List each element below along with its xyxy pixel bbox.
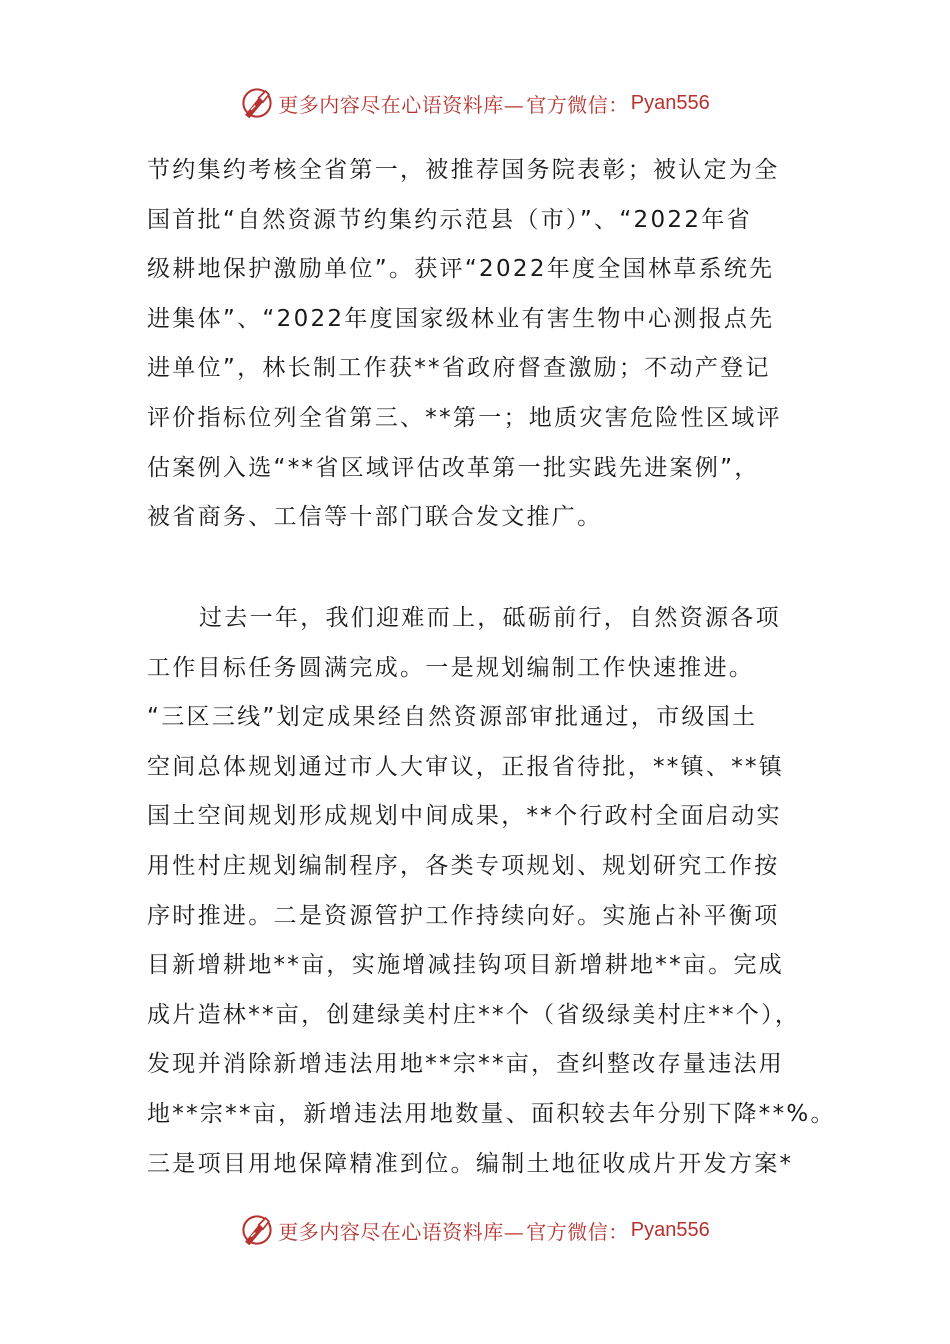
text-line: 过去一年，我们迎难而上，砥砺前行，自然资源各项	[199, 605, 781, 631]
text-line: 国土空间规划形成规划中间成果，**个行政村全面启动实	[147, 803, 782, 830]
banner-text: 更多内容尽在心语资料库—	[278, 92, 525, 117]
banner-wechat-id: Pyan556	[630, 91, 710, 114]
text-line: “三区三线”划定成果经自然资源部审批通过，市级国土	[147, 704, 758, 731]
text-line: 序时推进。二是资源管护工作持续向好。实施占补平衡项	[147, 902, 780, 929]
banner-wechat-id: Pyan556	[630, 1218, 710, 1241]
text-line: 进单位”，林长制工作获**省政府督查激励；不动产登记	[147, 355, 771, 382]
text-line: 发现并消除新增违法用地**宗**亩，查纠整改存量违法用	[147, 1051, 785, 1078]
text-line: 国首批“自然资源节约集约示范县（市）”、“2022年省	[147, 206, 752, 233]
footer-banner	[0, 1210, 950, 1250]
text-line: 空间总体规划通过市人大审议，正报省待批，**镇、**镇	[147, 753, 785, 780]
paragraph-continuation	[147, 146, 827, 543]
banner-official-label: 官方微信：	[526, 1219, 629, 1244]
text-line: 工作目标任务圆满完成。一是规划编制工作快速推进。	[147, 654, 755, 681]
text-line: 目新增耕地**亩，实施增减挂钩项目新增耕地**亩。完成	[147, 952, 785, 979]
text-line: 节约集约考核全省第一，被推荐国务院表彰；被认定为全	[147, 157, 780, 183]
text-line: 评价指标位列全省第三、**第一；地质灾害危险性区域评	[147, 404, 782, 431]
text-line: 级耕地保护激励单位”。获评“2022年度全国林草系统先	[147, 256, 775, 283]
text-line: 被省商务、工信等十部门联合发文推广。	[147, 504, 603, 531]
text-line: 用性村庄规划编制程序，各类专项规划、规划研究工作按	[147, 852, 780, 879]
paragraph-past-year	[147, 594, 836, 1189]
header-banner	[0, 83, 950, 123]
text-line: 地**宗**亩，新增违法用地数量、面积较去年分别下降**%。	[147, 1100, 836, 1127]
text-line: 估案例入选“**省区域评估改革第一批实践先进案例”，	[147, 454, 760, 481]
text-line: 成片造林**亩，创建绿美村庄**个（省级绿美村庄**个），	[147, 1001, 801, 1028]
banner-text: 更多内容尽在心语资料库—	[278, 1219, 525, 1244]
banner-official-label: 官方微信：	[526, 92, 629, 117]
fountain-pen-logo-icon	[240, 1213, 274, 1247]
text-line: 三是项目用地保障精准到位。编制土地征收成片开发方案*	[147, 1150, 794, 1177]
fountain-pen-logo-icon	[240, 86, 274, 120]
text-line: 进集体”、“2022年度国家级林业有害生物中心测报点先	[147, 305, 775, 332]
